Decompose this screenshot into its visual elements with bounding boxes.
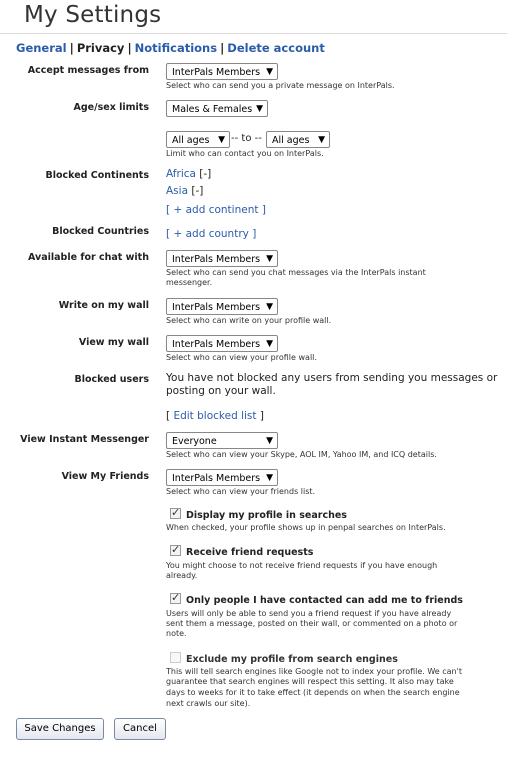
write-wall-label: Write on my wall [58,300,149,311]
view-wall-label: View my wall [78,337,149,348]
only-contacted-help: sent them a message, posted on their wall, or commented on a photo or [166,619,458,628]
age-sex-label: Age/sex limits [73,102,149,113]
tab-general[interactable]: General [16,41,67,55]
friends-select[interactable] [166,469,278,486]
bracket: [ [166,204,171,216]
save-changes-button[interactable]: Save Changes [16,718,104,740]
accept-messages-label: Accept messages from [27,65,149,76]
nav-separator: | [220,41,225,55]
continent-name[interactable]: Asia [166,185,189,197]
select-value: InterPals Members [172,473,261,484]
select-value: All ages [172,135,210,146]
title-divider [0,33,507,34]
add-continent-link[interactable]: + add continent [173,204,259,216]
only-contacted-help: Users will only be able to send you a friend request if you have already [166,609,452,618]
chevron-down-icon: ▼ [266,302,273,312]
age-from-select[interactable] [166,131,230,148]
gender-select[interactable] [166,100,268,117]
page-title: My Settings [24,2,162,28]
friends-label: View My Friends [61,471,149,482]
display-profile-checkbox[interactable] [170,508,181,519]
add-country [166,228,256,242]
accept-messages-select[interactable] [166,63,278,80]
nav-separator: | [69,41,74,55]
tab-privacy[interactable]: Privacy [76,41,125,55]
write-wall-select[interactable] [166,298,278,315]
edit-blocked-list-link[interactable]: Edit blocked list [173,410,257,422]
blocked-users-text: You have not blocked any users from sending you messages or [166,372,498,384]
im-select[interactable] [166,432,278,449]
settings-nav [16,41,325,55]
exclude-engines-help: next crawls our site). [166,699,251,708]
checkmark-icon: ✓ [171,506,181,519]
add-continent [166,204,266,218]
remove-continent-button[interactable]: [-] [199,168,212,180]
write-wall-help: Select who can write on your profile wall. [166,316,332,325]
checkmark-icon: ✓ [171,543,181,556]
display-profile-help: When checked, your profile shows up in penpal searches on InterPals. [166,523,446,532]
age-range-separator: -- to -- [231,133,262,144]
exclude-engines-label: Exclude my profile from search engines [186,654,398,665]
blocked-users-text: posting on your wall. [166,385,276,397]
friend-requests-help: already. [166,571,198,580]
select-value: InterPals Members [172,339,261,350]
only-contacted-help: note. [166,629,187,638]
bracket: [ [166,410,171,422]
select-value: All ages [272,135,310,146]
cancel-button[interactable]: Cancel [114,718,166,740]
exclude-engines-help: This will tell search engines like Google not to index your profile. We can't [166,667,462,676]
only-contacted-checkbox[interactable] [170,593,181,604]
im-help: Select who can view your Skype, AOL IM, Yahoo IM, and ICQ details. [166,450,437,459]
chevron-down-icon: ▼ [266,67,273,77]
select-value: Everyone [172,436,217,447]
exclude-engines-help: guarantee that search engines will respect this setting. It also may take [166,677,454,686]
add-country-link[interactable]: + add country [173,228,249,240]
continent-item [166,168,211,182]
chat-select[interactable] [166,250,278,267]
bracket: [ [166,228,171,240]
tab-notifications[interactable]: Notifications [134,41,218,55]
chevron-down-icon: ▼ [266,254,273,264]
exclude-engines-checkbox[interactable] [170,652,181,663]
chevron-down-icon: ▼ [266,436,273,446]
select-value: InterPals Members [172,254,261,265]
friend-requests-label: Receive friend requests [186,547,314,558]
bracket: ] [259,410,264,422]
bracket: ] [252,228,257,240]
chevron-down-icon: ▼ [318,135,325,145]
chevron-down-icon: ▼ [266,473,273,483]
nav-separator: | [127,41,132,55]
select-value: Males & Females [172,104,253,115]
only-contacted-label: Only people I have contacted can add me to friends [186,595,463,606]
edit-blocked [166,410,264,424]
im-label: View Instant Messenger [20,434,149,445]
age-sex-help: Limit who can contact you on InterPals. [166,149,324,158]
chat-label: Available for chat with [28,252,149,263]
chat-help: messenger. [166,278,213,287]
age-to-select[interactable] [266,131,330,148]
friend-requests-help: You might choose to not receive friend requests if you have enough [166,561,438,570]
chat-help: Select who can send you chat messages via the InterPals instant [166,268,426,277]
chevron-down-icon: ▼ [256,104,263,114]
friend-requests-checkbox[interactable] [170,545,181,556]
display-profile-label: Display my profile in searches [186,510,347,521]
checkmark-icon: ✓ [171,591,181,604]
blocked-users-label: Blocked users [74,374,149,385]
select-value: InterPals Members [172,67,261,78]
view-wall-select[interactable] [166,335,278,352]
select-value: InterPals Members [172,302,261,313]
view-wall-help: Select who can view your profile wall. [166,353,317,362]
blocked-countries-label: Blocked Countries [52,226,149,237]
chevron-down-icon: ▼ [218,135,225,145]
continent-name[interactable]: Africa [166,168,196,180]
tab-delete-account[interactable]: Delete account [227,41,325,55]
bracket: ] [261,204,266,216]
chevron-down-icon: ▼ [266,339,273,349]
friends-help: Select who can view your friends list. [166,487,316,496]
accept-messages-help: Select who can send you a private message on InterPals. [166,81,395,90]
blocked-continents-label: Blocked Continents [45,170,149,181]
exclude-engines-help: days to weeks for it to take effect (it depends on when the search engine [166,688,460,697]
continent-item [166,185,203,199]
remove-continent-button[interactable]: [-] [191,185,204,197]
